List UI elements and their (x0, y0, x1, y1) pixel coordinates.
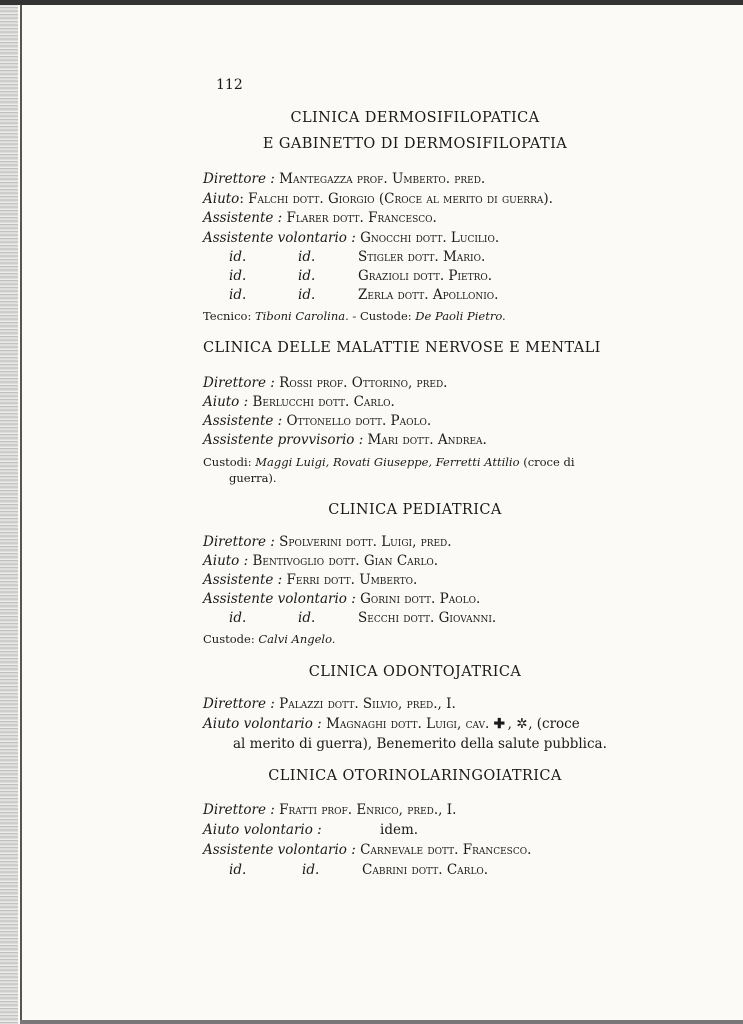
entry-assistente (203, 413, 431, 429)
id-row (229, 610, 497, 626)
page-binding-edge (0, 0, 18, 1024)
id-col1: id. (229, 287, 247, 303)
id-row (229, 287, 499, 303)
section-title-nervose: CLINICA DELLE MALATTIE NERVOSE E MENTALI (203, 340, 601, 356)
entry-direttore (203, 375, 447, 391)
greek-cross-icon: ✚ (493, 716, 505, 732)
entry-assistente-volontario (203, 230, 499, 246)
id-col1: id. (229, 862, 247, 878)
person-name: Grazioli dott. Pietro. (358, 268, 493, 284)
person-name: Ottonello dott. Paolo. (282, 413, 432, 429)
staff-name: Calvi Angelo. (258, 632, 336, 646)
person-name: Palazzi dott. Silvio, pred., I. (274, 696, 456, 712)
section-subtitle-gabinetto: E GABINETTO DI DERMOSIFILOPATIA (262, 136, 568, 152)
separator: , (507, 716, 517, 732)
person-name: Secchi dott. Giovanni. (358, 610, 497, 626)
staff-name: Tiboni Carolina. (255, 309, 349, 323)
role-label: Assistente : (203, 413, 283, 429)
id-col2: id. (298, 268, 316, 284)
person-name: Bentivoglio dott. Gian Carlo. (248, 553, 439, 569)
role-label: Direttore : (203, 171, 275, 187)
page-top-edge (0, 0, 743, 5)
entry-aiuto-volontario (203, 822, 419, 838)
section-title-odontojatrica: CLINICA ODONTOJATRICA (308, 664, 522, 680)
person-name: Mari dott. Andrea. (363, 432, 487, 448)
entry-tecnico-custode (203, 309, 506, 323)
person-name: Carnevale dott. Francesco. (355, 842, 532, 858)
person-name: Stigler dott. Mario. (358, 249, 486, 265)
page-number: 112 (216, 77, 243, 93)
role-label: Assistente volontario : (203, 591, 356, 607)
id-col1: id. (229, 610, 247, 626)
staff-names: Maggi Luigi, Rovati Giuseppe, Ferretti Attilio (255, 455, 520, 469)
entry-aiuto (203, 191, 553, 207)
staff-label: Tecnico: (203, 309, 256, 323)
staff-label: Custodi: (203, 455, 256, 469)
role-label: Aiuto volontario : (203, 822, 322, 838)
entry-direttore (203, 696, 456, 712)
id-col2: id. (302, 862, 320, 878)
entry-direttore (203, 802, 456, 818)
role-label: Direttore : (203, 534, 275, 550)
role-label: Assistente volontario : (203, 842, 356, 858)
entry-assistente-provvisorio (203, 432, 487, 448)
section-title-otorinolaringoiatrica: CLINICA OTORINOLARINGOIATRICA (268, 768, 562, 784)
entry-direttore (203, 534, 452, 550)
person-name: Flarer dott. Francesco. (282, 210, 437, 226)
person-name: Rossi prof. Ottorino, pred. (274, 375, 448, 391)
entry-direttore (203, 171, 485, 187)
id-col2: id. (298, 287, 316, 303)
staff-name: De Paoli Pietro. (415, 309, 506, 323)
person-name: Cabrini dott. Carlo. (362, 862, 489, 878)
entry-assistente (203, 572, 417, 588)
role-label: Direttore : (203, 802, 275, 818)
person-name: Berlucchi dott. Carlo. (248, 394, 395, 410)
idem-value: idem. (380, 822, 419, 838)
entry-assistente-volontario (203, 591, 480, 607)
id-col2: id. (298, 249, 316, 265)
person-name: : Falchi dott. Giorgio (Croce al merito di guerra). (239, 191, 553, 207)
staff-note: (croce di (519, 455, 575, 469)
entry-assistente-volontario (203, 842, 531, 858)
entry-custode (203, 632, 335, 646)
person-name: Magnaghi dott. Luigi, cav. (321, 716, 494, 732)
id-col1: id. (229, 268, 247, 284)
honor-note: , (croce (528, 716, 580, 732)
role-label: Direttore : (203, 375, 275, 391)
id-row (229, 862, 489, 878)
role-label: Aiuto : (203, 394, 249, 410)
role-label: Aiuto : (203, 553, 249, 569)
role-label: Assistente : (203, 210, 283, 226)
person-name: Mantegazza prof. Umberto. pred. (274, 171, 486, 187)
role-label: Direttore : (203, 696, 275, 712)
person-name: Gorini dott. Paolo. (355, 591, 481, 607)
star-icon: ✲ (516, 716, 528, 732)
staff-label: Custode: (203, 632, 259, 646)
section-title-pediatrica: CLINICA PEDIATRICA (328, 502, 502, 518)
person-name: Ferri dott. Umberto. (282, 572, 418, 588)
id-row (229, 249, 486, 265)
role-label: Aiuto (203, 191, 240, 207)
page-bottom-edge (20, 1020, 743, 1024)
entry-custodi-cont: guerra). (229, 471, 277, 485)
role-label: Assistente provvisorio : (203, 432, 364, 448)
entry-custodi (203, 455, 575, 469)
binding-shadow-line (20, 0, 22, 1024)
person-name: Gnocchi dott. Lucilio. (355, 230, 500, 246)
entry-aiuto-volontario-cont: al merito di guerra), Benemerito della salute pubblica. (233, 736, 607, 752)
staff-label: - Custode: (348, 309, 416, 323)
entry-aiuto-volontario (203, 716, 580, 732)
role-label: Aiuto volontario : (203, 716, 322, 732)
entry-assistente (203, 210, 437, 226)
person-name: Spolverini dott. Luigi, pred. (274, 534, 452, 550)
entry-aiuto (203, 394, 395, 410)
entry-aiuto (203, 553, 438, 569)
id-row (229, 268, 493, 284)
person-name: Fratti prof. Enrico, pred., I. (274, 802, 457, 818)
role-label: Assistente volontario : (203, 230, 356, 246)
person-name: Zerla dott. Apollonio. (358, 287, 499, 303)
section-title-dermosifilopatica: CLINICA DERMOSIFILOPATICA (290, 110, 540, 126)
role-label: Assistente : (203, 572, 283, 588)
id-col2: id. (298, 610, 316, 626)
id-col1: id. (229, 249, 247, 265)
